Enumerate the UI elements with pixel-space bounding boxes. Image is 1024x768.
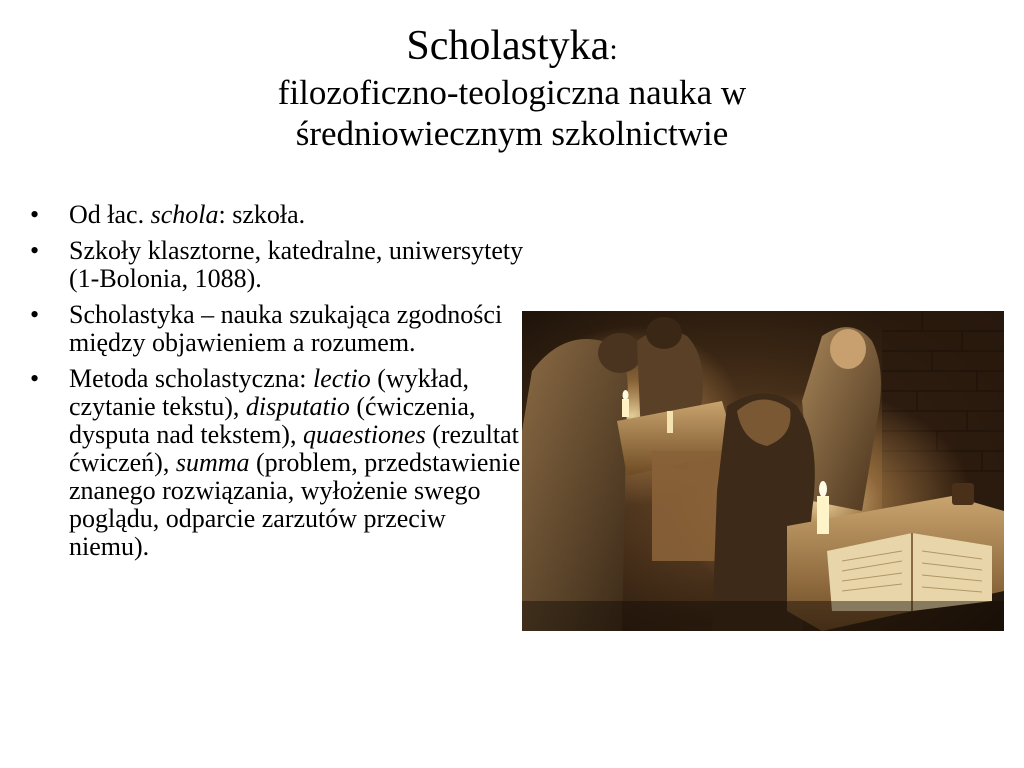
candle-left	[622, 399, 629, 417]
candle-right-flame	[819, 481, 827, 497]
bullet-italic-term: lectio	[313, 364, 371, 393]
title-colon: :	[609, 33, 618, 66]
bullet-text: : szkoła.	[218, 200, 306, 229]
bullet-italic-term: schola	[150, 200, 219, 229]
title-main: Scholastyka	[406, 23, 610, 69]
candle-mid	[667, 411, 673, 433]
title-line-3: średniowiecznym szkolnictwie	[295, 113, 729, 153]
slide-title	[0, 22, 1024, 154]
candle-left-flame	[623, 390, 629, 400]
floor-shadow	[522, 601, 1004, 631]
bullet-dot-icon: •	[30, 364, 40, 393]
bullet-italic-term: quaestiones	[302, 420, 426, 449]
bullet-item-schools	[30, 237, 525, 293]
medieval-scriptorium-photo	[522, 311, 1004, 631]
bullet-italic-term: disputatio	[245, 392, 350, 421]
ink-pot	[952, 483, 974, 505]
monk-second-head	[646, 317, 682, 349]
bullet-list	[30, 201, 525, 569]
candle-right	[817, 496, 829, 534]
bullet-text: Metoda scholastyczna:	[69, 364, 314, 393]
bullet-text: Szkoły klasztorne, katedralne, uniwersytety (1-Bolonia, 1088).	[69, 236, 524, 293]
bullet-text: Scholastyka – nauka szukająca zgodności między objawieniem a rozumem.	[69, 300, 503, 357]
bullet-text: (wykład, czytanie tekstu),	[69, 364, 469, 421]
monk-left-robe	[522, 339, 628, 631]
bullet-text: (problem, przedstawienie znanego rozwiązania, wyłożenie swego poglądu, odparcie zarzutów przeciw niemu).	[69, 448, 521, 561]
bullet-dot-icon: •	[30, 300, 40, 329]
monk-left-head	[598, 333, 642, 373]
title-line-1	[0, 22, 1024, 72]
bullet-text: Od łac.	[69, 200, 151, 229]
bullet-text: (ćwiczenia, dysputa nad tekstem),	[69, 392, 476, 449]
title-line-2: filozoficzno-teologiczna nauka w	[277, 72, 747, 112]
bullet-item-definition	[30, 301, 525, 357]
bullet-item-etymology	[30, 201, 525, 229]
bullet-dot-icon: •	[30, 200, 40, 229]
bullet-italic-term: summa	[175, 448, 250, 477]
bullet-dot-icon: •	[30, 236, 40, 265]
bullet-text: (rezultat ćwiczeń),	[69, 420, 519, 477]
bullet-item-method	[30, 365, 525, 561]
hooded-figure-head	[830, 329, 866, 369]
